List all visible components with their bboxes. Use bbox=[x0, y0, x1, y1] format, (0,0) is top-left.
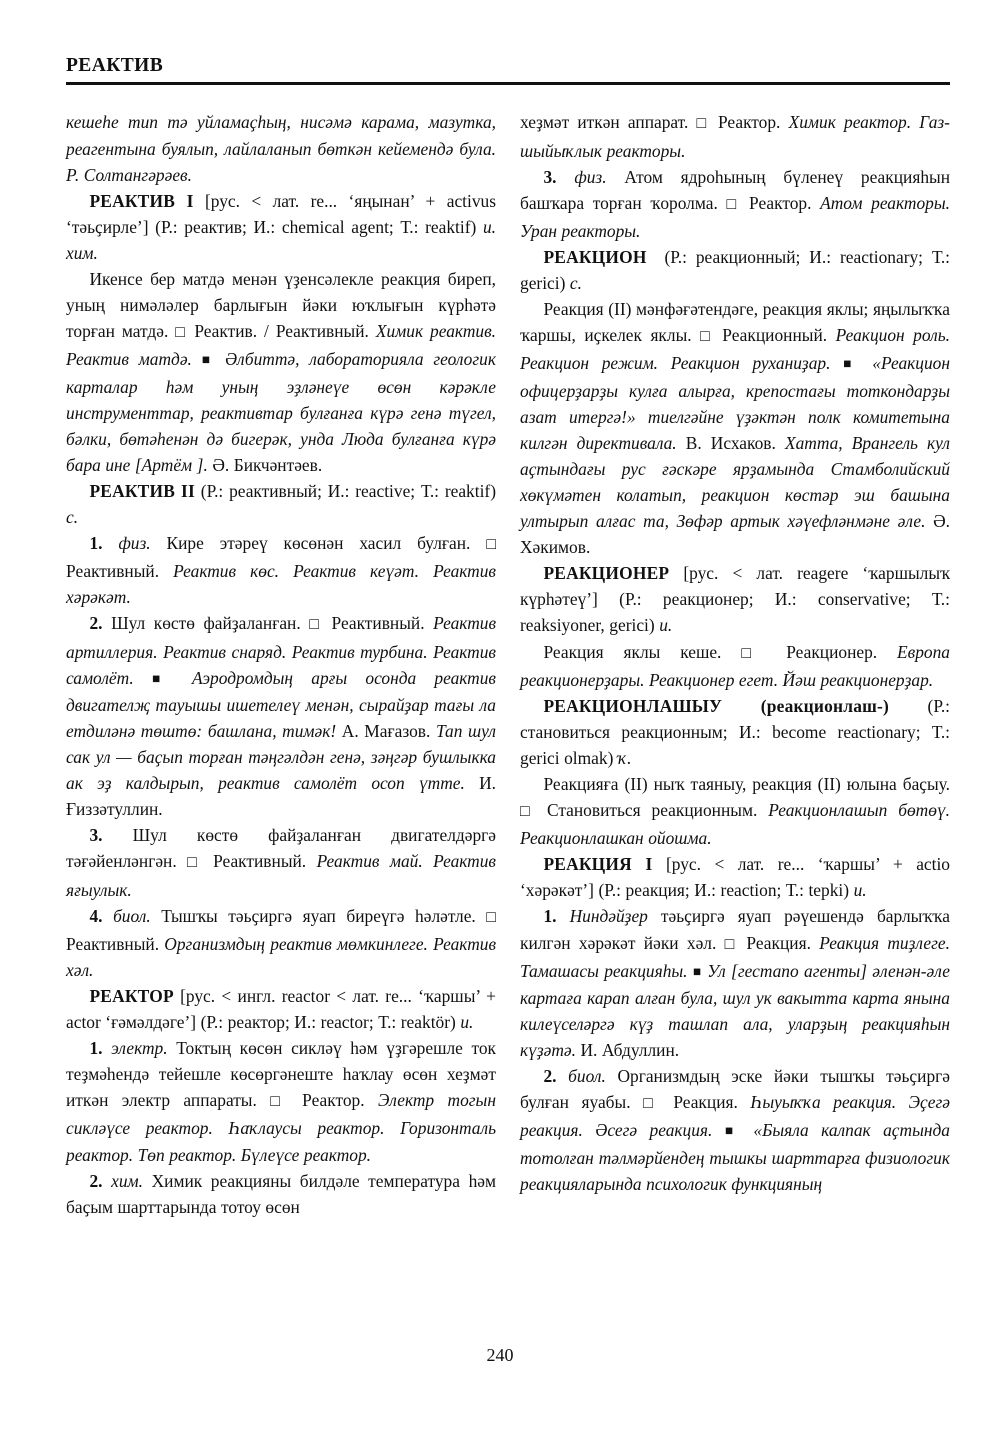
quote: Аэродромдың арғы осонда реактив двигателҗ тауышы ишетелеү менән, сырайҙар тағы ла етдиләнә төштө: башлана, тимәк! bbox=[66, 667, 496, 741]
header-rule bbox=[66, 82, 950, 85]
translation: Реактор. bbox=[749, 192, 812, 213]
sense-number: 4. bbox=[89, 905, 103, 926]
equivalents-reaktiv-1: (Р.: реактив; И.: chemical agent; Т.: reaktif) bbox=[155, 216, 477, 237]
definition: Токтың көсөн сикләү һәм үҙгәрешле ток теҙмәһендә тейешле көсөргәнеште һаҡлау өсөн хеҙмәт иткән электр аппараты. bbox=[66, 1038, 496, 1111]
running-head-text: РЕАКТИВ bbox=[66, 55, 164, 76]
definition: Реакцияға (II) ныҡ таяныу, реакция (II) юлына баҫыу. bbox=[543, 774, 950, 794]
equivalents-reaktiv-2: (Р.: реактивный; И.: reactive; Т.: reaktif) bbox=[200, 480, 496, 501]
grammar-reaktsioner: и. bbox=[659, 615, 673, 636]
examples: Химик реактив. Реактив матдә. bbox=[66, 321, 496, 370]
quote: Ул [гестапо агенты] әленән-әле картаға карап алған була, шул ук вакытта карта янына килеүселәргә күҙ ташлап ала, уларҙың реакцияһын күҙәтә. bbox=[520, 960, 950, 1061]
entry-reaktiv-2 bbox=[66, 478, 496, 530]
etymology-reaktsiya-1: [рус. < лат. re... ‘ҡаршы’ + actio ‘хәрәкәт’] bbox=[520, 854, 950, 901]
sense-reaktsiya-1-2 bbox=[520, 1063, 950, 1197]
citation-continuation bbox=[66, 109, 496, 187]
filled-square-marker: ■ bbox=[692, 963, 702, 979]
sense-reaktiv-2-1 bbox=[66, 530, 496, 610]
sense-reaktor-2-start bbox=[66, 1168, 496, 1220]
headword-reaktsiya-1: РЕАКЦИЯ I bbox=[543, 854, 653, 875]
definition: Реакция (II) мәнфәғәтендәге, реакция яклы; яңылыҡҡа ҡаршы, иҫкелек яклы. bbox=[520, 299, 950, 346]
etymology-reaktor: [рус. < ингл. reactor < лат. re... ‘ҡаршы’ + actor ‘ғәмәлдәге’] bbox=[66, 985, 496, 1033]
translation: Реакция. bbox=[746, 932, 811, 953]
sense-reaktsionlashyu bbox=[520, 771, 950, 851]
examples: Реактив май. Реактив яғыулык. bbox=[66, 851, 496, 900]
quote: «Быяла калпак аҫтында тотолған тәлмәрйендең тышкы шарттарға физиологик реакцияларында психологик функцияның bbox=[520, 1120, 950, 1194]
definition: Шул көстө файҙаланған двигателдәргә тәғәйенләнгән. bbox=[66, 825, 496, 872]
filled-square-marker: ■ bbox=[724, 1123, 741, 1139]
attribution-2: Ә. Хәкимов. bbox=[520, 511, 951, 558]
sense-reaktor-2-continuation bbox=[520, 109, 950, 163]
examples: Реакцион роль. Реакцион режим. Реакцион руханиҙар. bbox=[520, 325, 950, 374]
definition-part: Химик реакцияны билдәле температура һәм баҫым шарттарында тотоу өсөн bbox=[66, 1170, 496, 1217]
right-column bbox=[520, 109, 950, 1196]
examples: Реакционлашып бөтөү. Реакционлашкан ойошма. bbox=[520, 800, 950, 849]
examples: Организмдың реактив мөмкинлеге. Реактив хәл. bbox=[66, 933, 496, 980]
grammar-reaktsiya-1: и. bbox=[853, 880, 867, 901]
sense-number: 1. bbox=[89, 533, 103, 554]
page-number bbox=[0, 1345, 1000, 1366]
open-square-marker: □ bbox=[724, 935, 739, 953]
examples: Химик реактор. Газ-шыйыҡлык реакторы. bbox=[520, 112, 950, 161]
sense-label: биол. bbox=[568, 1066, 606, 1087]
headword-reaktsion: РЕАКЦИОН bbox=[543, 246, 647, 267]
examples: Реактив көс. Реактив кеүәт. Реактив хәрәкәт. bbox=[66, 561, 496, 608]
translation: Реактивный. bbox=[213, 851, 307, 872]
sense-number: 2. bbox=[89, 613, 103, 634]
sense-label: биол. bbox=[113, 905, 151, 926]
sense-number: 3. bbox=[89, 825, 103, 846]
quote: Әлбиттә, лабораторияла геологик карталар һәм уның эҙләнеүе өсөн кәрәкле инструменттар, реактивтар булғанға күрә генә түгел, бәлки, бөтәһенән дә бигерәк, унда Люда булғанға күрә бара ине [Артём ]. bbox=[66, 349, 496, 475]
sense-reaktsioner bbox=[520, 639, 950, 693]
entry-reaktsionlashyu bbox=[520, 693, 950, 771]
translation: Реакционер. bbox=[786, 641, 878, 662]
filled-square-marker: ■ bbox=[201, 352, 216, 368]
translation: Реакция. bbox=[673, 1092, 738, 1113]
grammar-reaktiv-2: с. bbox=[66, 507, 79, 528]
open-square-marker: □ bbox=[187, 854, 203, 872]
open-square-marker: □ bbox=[520, 803, 537, 821]
equivalents-reaktsiya-1: (Р.: реакция; И.: reaction; Т.: tepki) bbox=[598, 880, 850, 901]
translation: Реактор. bbox=[302, 1090, 365, 1111]
attribution: В. Исхаков. bbox=[685, 432, 776, 453]
translation: Реактивный. bbox=[66, 933, 160, 954]
sense-reaktiv-2-4 bbox=[66, 903, 496, 983]
sense-label: хим. bbox=[111, 1170, 143, 1191]
sense-reaktiv-2-3 bbox=[66, 822, 496, 902]
headword-reaktsioner: РЕАКЦИОНЕР bbox=[543, 563, 670, 584]
citation-text: кешеһе тип тә уйламаҫһың, нисәмә карама, мазутка, реагентына буялып, лайлаланып бөткән кейемендә була. Р. Солтангәрәев. bbox=[66, 112, 496, 185]
sense-number: 3. bbox=[543, 166, 557, 187]
grammar-reaktiv-1: и. хим. bbox=[66, 216, 496, 263]
open-square-marker: □ bbox=[175, 324, 188, 342]
filled-square-marker: ■ bbox=[151, 670, 174, 686]
equivalents-reaktsion: (Р.: реакционный; И.: reactionary; Т.: gerici) bbox=[520, 246, 950, 294]
quote-2: Тап шул сак ул — баҫып торған тәңгәлдән генә, зәңгәр бушлыкка ак эҙ калдырып, реактив самолёт осоп үтте. bbox=[66, 721, 496, 794]
sense-reaktor-1 bbox=[66, 1035, 496, 1167]
open-square-marker: □ bbox=[696, 115, 710, 133]
quote-2: Хатта, Врангель кул аҫтындағы рус ғәскәре ярҙамында Стамболийский хөкүмәтен колатып, реакцион көстәр эш башына ултырып алғас та, Зөфәр артык хәүефләнмәне әле. bbox=[520, 432, 950, 532]
sense-label: физ. bbox=[574, 166, 607, 187]
headword-reaktiv-1: РЕАКТИВ I bbox=[89, 190, 194, 211]
sense-reaktiv-2-2 bbox=[66, 610, 496, 822]
equivalents-reaktor: (Р.: реактор; И.: reactor; Т.: reaktör) bbox=[200, 1012, 456, 1033]
open-square-marker: □ bbox=[700, 328, 714, 346]
translation: Реактор. bbox=[717, 112, 781, 133]
entry-reaktsion bbox=[520, 244, 950, 296]
definition: Икенсе бер матдә менән үҙенсәлекле реакция биреп, уның нимәләлер барлығын йәки юҡлығын күрһәтә торған матдә. bbox=[66, 269, 496, 342]
open-square-marker: □ bbox=[309, 616, 323, 634]
entry-reaktsioner bbox=[520, 560, 950, 638]
open-square-marker: □ bbox=[741, 644, 767, 662]
examples: Реакция тиҙлеге. Тамашасы реакцияһы. bbox=[520, 932, 950, 981]
quote: «Реакцион офицерҙарҙы кулға алырға, крепостағы тоткондарҙы азат итергә!» тиелгәйне үҙәктән полк комитетына килгән директивала. bbox=[520, 353, 950, 453]
examples: Һыуыҡҡа реакция. Эҫегә реакция. Әсегә реакция. bbox=[520, 1092, 950, 1141]
entry-reaktiv-1 bbox=[66, 188, 496, 266]
sense-label: физ. bbox=[118, 533, 151, 554]
definition: тәьҫиргә яуап рәүешендә барлыҡҡа килгән хәрәкәт йәки хәл. bbox=[520, 906, 950, 953]
running-head bbox=[66, 56, 950, 82]
text-columns bbox=[66, 109, 950, 1219]
folio-text: 240 bbox=[486, 1345, 514, 1365]
equivalents-reaktsioner: (Р.: реакционер; И.: conservative; Т.: reaksiyoner, gerici) bbox=[520, 589, 950, 636]
grammar-reaktor: и. bbox=[460, 1012, 474, 1033]
sense-number: 2. bbox=[89, 1170, 103, 1191]
definition: Атом ядроһының бүленеү реакцияһын башҡара торған ҡоролма. bbox=[520, 166, 951, 213]
translation: Становиться реакционным. bbox=[546, 800, 758, 821]
etymology-reaktsioner: [рус. < лат. reagere ‘ҡаршылыҡ күрһәтеү’] bbox=[520, 563, 950, 610]
definition: Тышҡы тәьҫиргә яуап биреүгә һәләтле. bbox=[161, 905, 476, 926]
open-square-marker: □ bbox=[486, 908, 496, 926]
translation: Реактивный. bbox=[66, 561, 160, 582]
left-column bbox=[66, 109, 496, 1219]
attribution: И. Абдуллин. bbox=[580, 1040, 680, 1061]
examples: Атом реакторы. Уран реакторы. bbox=[520, 192, 950, 241]
examples: Европа реакционерҙары. Реакционер егет. Йәш реакционерҙар. bbox=[520, 641, 950, 690]
open-square-marker: □ bbox=[486, 536, 496, 554]
open-square-marker: □ bbox=[643, 1095, 661, 1113]
headword-reaktor: РЕАКТОР bbox=[89, 985, 174, 1006]
examples: Электр тогын сикләүсе реактор. Һаҡлаусы реактор. Горизонталь реактор. Төп реактор. Бүлеүсе реактор. bbox=[66, 1090, 496, 1165]
definition-part: хеҙмәт иткән аппарат. bbox=[520, 112, 689, 133]
grammar-reaktsionlashyu: ҡ. bbox=[617, 747, 632, 768]
translation: Реактивный. bbox=[331, 613, 425, 634]
sense-number: 1. bbox=[89, 1038, 103, 1059]
attribution-2: И. Ғиззәтуллин. bbox=[66, 773, 496, 820]
sense-label: электр. bbox=[111, 1038, 168, 1059]
filled-square-marker: ■ bbox=[843, 356, 860, 372]
sense-label: Ниндәйҙер bbox=[569, 906, 648, 927]
headword-reaktiv-2: РЕАКТИВ II bbox=[89, 480, 195, 501]
sense-reaktsiya-1-1 bbox=[520, 903, 950, 1063]
sense-number: 2. bbox=[543, 1066, 557, 1087]
examples: Реактив артиллерия. Реактив снаряд. Реактив турбина. Реактив самолёт. bbox=[66, 613, 497, 688]
attribution: А. Мағазов. bbox=[341, 721, 431, 741]
translation: Реактив. / Реактивный. bbox=[194, 321, 369, 342]
entry-reaktsiya-1 bbox=[520, 851, 950, 903]
etymology-text: [рус. < лат. re... ‘яңынан’ + activus ‘тәьҫирле’] bbox=[66, 190, 496, 237]
translation: Реакционный. bbox=[722, 325, 828, 346]
entry-reaktor bbox=[66, 983, 496, 1035]
sense-reaktor-3 bbox=[520, 164, 950, 244]
grammar-reaktsion: с. bbox=[569, 273, 582, 294]
sense-reaktiv-1 bbox=[66, 266, 496, 478]
sense-reaktsion bbox=[520, 296, 950, 560]
definition: Шул көстө файҙаланған. bbox=[111, 613, 301, 634]
open-square-marker: □ bbox=[270, 1093, 289, 1111]
equivalents-reaktsionlashyu: (Р.: становиться реакционным; И.: become reactionary; Т.: gerici olmak) bbox=[520, 695, 950, 768]
definition: Организмдың эске йәки тышҡы тәьҫиргә булған яуабы. bbox=[520, 1066, 951, 1113]
headword-reaktsionlashyu: РЕАКЦИОНЛАШЫУ (реакционлаш-) bbox=[543, 695, 889, 716]
sense-number: 1. bbox=[543, 906, 557, 927]
definition: Реакция яклы кеше. bbox=[543, 641, 722, 662]
definition: Кире этәреү көсөнән хасил булған. bbox=[166, 533, 471, 554]
attribution: Ә. Бикчәнтәев. bbox=[212, 454, 323, 475]
open-square-marker: □ bbox=[726, 195, 741, 213]
